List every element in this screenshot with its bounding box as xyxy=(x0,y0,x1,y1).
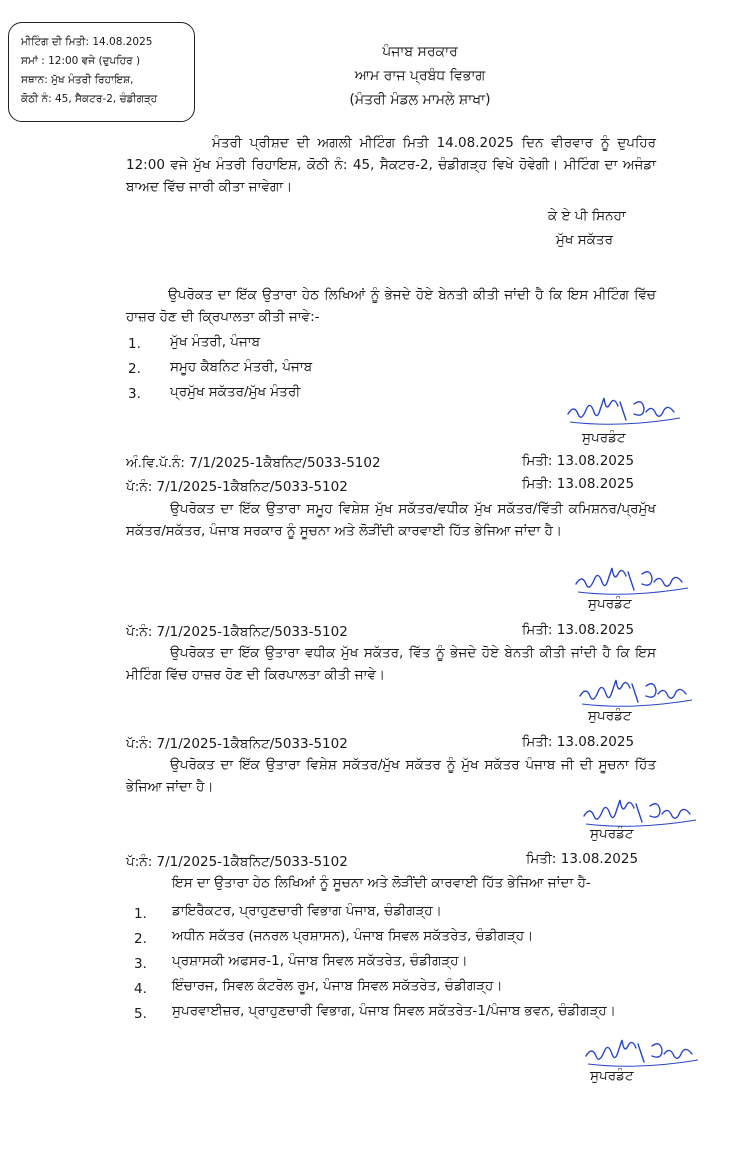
section5-item: ਅਧੀਨ ਸਕੱਤਰ (ਜਨਰਲ ਪ੍ਰਸ਼ਾਸਨ), ਪੰਜਾਬ ਸਿਵਲ ਸਕੱਤਰੇਤ, ਚੰਡੀਗੜ੍ਹ। xyxy=(172,928,534,944)
section5-item-num: 4. xyxy=(134,981,147,997)
reference-date: ਮਿਤੀ: 13.08.2025 xyxy=(522,622,635,638)
reference-number: ਪੱ:ਨੰ: 7/1/2025-1ਕੈਬਨਿਟ/5033-5102 xyxy=(126,479,348,495)
handwritten-signature xyxy=(562,394,682,430)
section4-paragraph: ਉਪਰੋਕਤ ਦਾ ਇੱਕ ਉਤਾਰਾ ਵਿਸ਼ੇਸ਼ ਸਕੱਤਰ/ਮੁੱਖ ਸਕੱਤਰ ਨੂੰ ਮੁੱਖ ਸਕੱਤਰ ਪੰਜਾਬ ਜੀ ਦੀ ਸੂਚਨਾ ਹਿੱਤ ਭੇਜਿਆ ਜਾਂਦਾ ਹੈ। xyxy=(126,757,656,795)
section5-item-num: 5. xyxy=(134,1006,147,1022)
meeting-place-line1: ਸਥਾਨ: ਮੁੱਖ ਮੰਤਰੀ ਰਿਹਾਇਸ਼, xyxy=(21,74,134,86)
section5-item: ਪ੍ਰਸ਼ਾਸਕੀ ਅਫਸਰ-1, ਪੰਜਾਬ ਸਿਵਲ ਸਕੱਤਰੇਤ, ਚੰਡੀਗੜ੍ਹ। xyxy=(172,953,468,969)
reference-number: ਪੱ:ਨੰ: 7/1/2025-1ਕੈਬਨਿਟ/5033-5102 xyxy=(126,854,348,870)
header-department: ਆਮ ਰਾਜ ਪ੍ਰਬੰਧ ਵਿਭਾਗ xyxy=(354,68,486,84)
meeting-time: ਸਮਾਂ : 12:00 ਵਜੇ (ਦੁਪਹਿਰ ) xyxy=(21,55,141,67)
handwritten-signature xyxy=(570,564,690,600)
signatory-title: ਮੁੱਖ ਸਕੱਤਰ xyxy=(556,232,613,248)
reference-number: ਪੱ:ਨੰ: 7/1/2025-1ਕੈਬਨਿਟ/5033-5102 xyxy=(126,624,348,640)
meeting-place-line2: ਕੋਠੀ ਨੰ: 45, ਸੈਕਟਰ-2, ਚੰਡੀਗੜ੍ਹ xyxy=(21,93,158,105)
handwritten-signature xyxy=(574,676,694,712)
section1-item: ਪ੍ਰਮੁੱਖ ਸਕੱਤਰ/ਮੁੱਖ ਮੰਤਰੀ xyxy=(170,384,301,400)
section5-item: ਇੰਚਾਰਜ, ਸਿਵਲ ਕੰਟਰੋਲ ਰੂਮ, ਪੰਜਾਬ ਸਿਵਲ ਸਕੱਤਰੇਤ, ਚੰਡੀਗੜ੍ਹ। xyxy=(172,978,503,994)
section5-item: ਡਾਇਰੈਕਟਰ, ਪ੍ਰਾਹੁਣਚਾਰੀ ਵਿਭਾਗ ਪੰਜਾਬ, ਚੰਡੀਗੜ੍ਹ। xyxy=(172,903,442,919)
section5-item-num: 2. xyxy=(134,931,147,947)
section1-paragraph: ਉਪਰੋਕਤ ਦਾ ਇੱਕ ਉਤਾਰਾ ਹੇਠ ਲਿਖਿਆਂ ਨੂੰ ਭੇਜਦੇ ਹੋਏ ਬੇਨਤੀ ਕੀਤੀ ਜਾਂਦੀ ਹੈ ਕਿ ਇਸ ਮੀਟਿੰਗ ਵਿੱਚ ਹਾਜ਼ਰ ਹੋਣ ਦੀ ਕ੍ਰਿਪਾਲਤਾ ਕੀਤੀ ਜਾਵੇ:- xyxy=(126,287,656,325)
section5-item: ਸੁਪਰਵਾਈਜ਼ਰ, ਪ੍ਰਾਹੁਣਚਾਰੀ ਵਿਭਾਗ, ਪੰਜਾਬ ਸਿਵਲ ਸਕੱਤਰੇਤ-1/ਪੰਜਾਬ ਭਵਨ, ਚੰਡੀਗੜ੍ਹ। xyxy=(172,1003,616,1019)
reference-date: ਮਿਤੀ: 13.08.2025 xyxy=(526,851,639,867)
reference-number: ਪੱ:ਨੰ: 7/1/2025-1ਕੈਬਨਿਟ/5033-5102 xyxy=(126,736,348,752)
section1-item: ਮੁੱਖ ਮੰਤਰੀ, ਪੰਜਾਬ xyxy=(170,334,261,350)
header-branch: (ਮੰਤਰੀ ਮੰਡਲ ਮਾਮਲੇ ਸ਼ਾਖਾ) xyxy=(349,92,491,108)
reference-date: ਮਿਤੀ: 13.08.2025 xyxy=(522,453,635,469)
meeting-date: ਮੀਟਿੰਗ ਦੀ ਮਿਤੀ: 14.08.2025 xyxy=(21,36,153,48)
section5-paragraph: ਇਸ ਦਾ ਉਤਾਰਾ ਹੇਠ ਲਿਖਿਆਂ ਨੂੰ ਸੂਚਨਾ ਅਤੇ ਲੋੜੀਂਦੀ ਕਾਰਵਾਈ ਹਿੱਤ ਭੇਜਿਆ ਜਾਂਦਾ ਹੈ- xyxy=(172,875,591,891)
superintendent-label: ਸੁਪਰਡੰਟ xyxy=(582,430,626,446)
section2-paragraph: ਉਪਰੋਕਤ ਦਾ ਇੱਕ ਉਤਾਰਾ ਸਮੂਹ ਵਿਸ਼ੇਸ਼ ਮੁੱਖ ਸਕੱਤਰ/ਵਧੀਕ ਮੁੱਖ ਸਕੱਤਰ/ਵਿੱਤੀ ਕਮਿਸ਼ਨਰ/ਪ੍ਰਮੁੱਖ ਸਕੱਤਰ/ਸਕੱਤਰ, ਪੰਜਾਬ ਸਰਕਾਰ ਨੂੰ ਸੂਚਨਾ ਅਤੇ ਲੋੜੀਂਦੀ ਕਾਰਵਾਈ ਹਿੱਤ ਭੇਜਿਆ ਜਾਂਦਾ ਹੈ। xyxy=(126,501,656,539)
notice-paragraph: ਮੰਤਰੀ ਪ੍ਰੀਸ਼ਦ ਦੀ ਅਗਲੀ ਮੀਟਿੰਗ ਮਿਤੀ 14.08.2025 ਦਿਨ ਵੀਰਵਾਰ ਨੂੰ ਦੁਪਹਿਰ 12:00 ਵਜੇ ਮੁੱਖ ਮੰਤਰੀ ਰਿਹਾਇਸ਼, ਕੋਠੀ ਨੰ: 45, ਸੈਕਟਰ-2, ਚੰਡੀਗੜ੍ਹ ਵਿਖੇ ਹੋਵੇਗੀ। ਮੀਟਿੰਗ ਦਾ ਅਜੰਡਾ ਬਾਅਦ ਵਿੱਚ ਜਾਰੀ ਕੀਤਾ ਜਾਵੇਗਾ। xyxy=(126,135,656,195)
section1-item-num: 3. xyxy=(128,386,141,402)
reference-date: ਮਿਤੀ: 13.08.2025 xyxy=(522,734,635,750)
superintendent-label: ਸੁਪਰਡੰਟ xyxy=(590,826,634,842)
reference-date: ਮਿਤੀ: 13.08.2025 xyxy=(522,476,635,492)
section3-paragraph: ਉਪਰੋਕਤ ਦਾ ਇੱਕ ਉਤਾਰਾ ਵਧੀਕ ਮੁੱਖ ਸਕੱਤਰ, ਵਿੱਤ ਨੂੰ ਭੇਜਦੇ ਹੋਏ ਬੇਨਤੀ ਕੀਤੀ ਜਾਂਦੀ ਹੈ ਕਿ ਇਸ ਮੀਟਿੰਗ ਵਿੱਚ ਹਾਜ਼ਰ ਹੋਣ ਦੀ ਕਿਰਪਾਲਤਾ ਕੀਤੀ ਜਾਵੇ। xyxy=(126,645,656,683)
section1-item: ਸਮੂਹ ਕੈਬਨਿਟ ਮੰਤਰੀ, ਪੰਜਾਬ xyxy=(170,359,313,375)
superintendent-label: ਸੁਪਰਡੰਟ xyxy=(588,596,632,612)
header-government: ਪੰਜਾਬ ਸਰਕਾਰ xyxy=(382,44,458,60)
section1-item-num: 2. xyxy=(128,361,141,377)
section5-item-num: 3. xyxy=(134,956,147,972)
meeting-info-box xyxy=(8,22,195,122)
signatory-name: ਕੇ ਏ ਪੀ ਸਿਨਹਾ xyxy=(548,208,626,224)
section5-item-num: 1. xyxy=(134,906,147,922)
reference-number: ਅੰ.ਵਿ.ਪੱ.ਨੰ: 7/1/2025-1ਕੈਬਨਿਟ/5033-5102 xyxy=(126,455,381,471)
superintendent-label: ਸੁਪਰਡੰਟ xyxy=(590,1068,634,1084)
superintendent-label: ਸੁਪਰਡੰਟ xyxy=(588,708,632,724)
handwritten-signature xyxy=(580,1036,700,1072)
section1-item-num: 1. xyxy=(128,336,141,352)
